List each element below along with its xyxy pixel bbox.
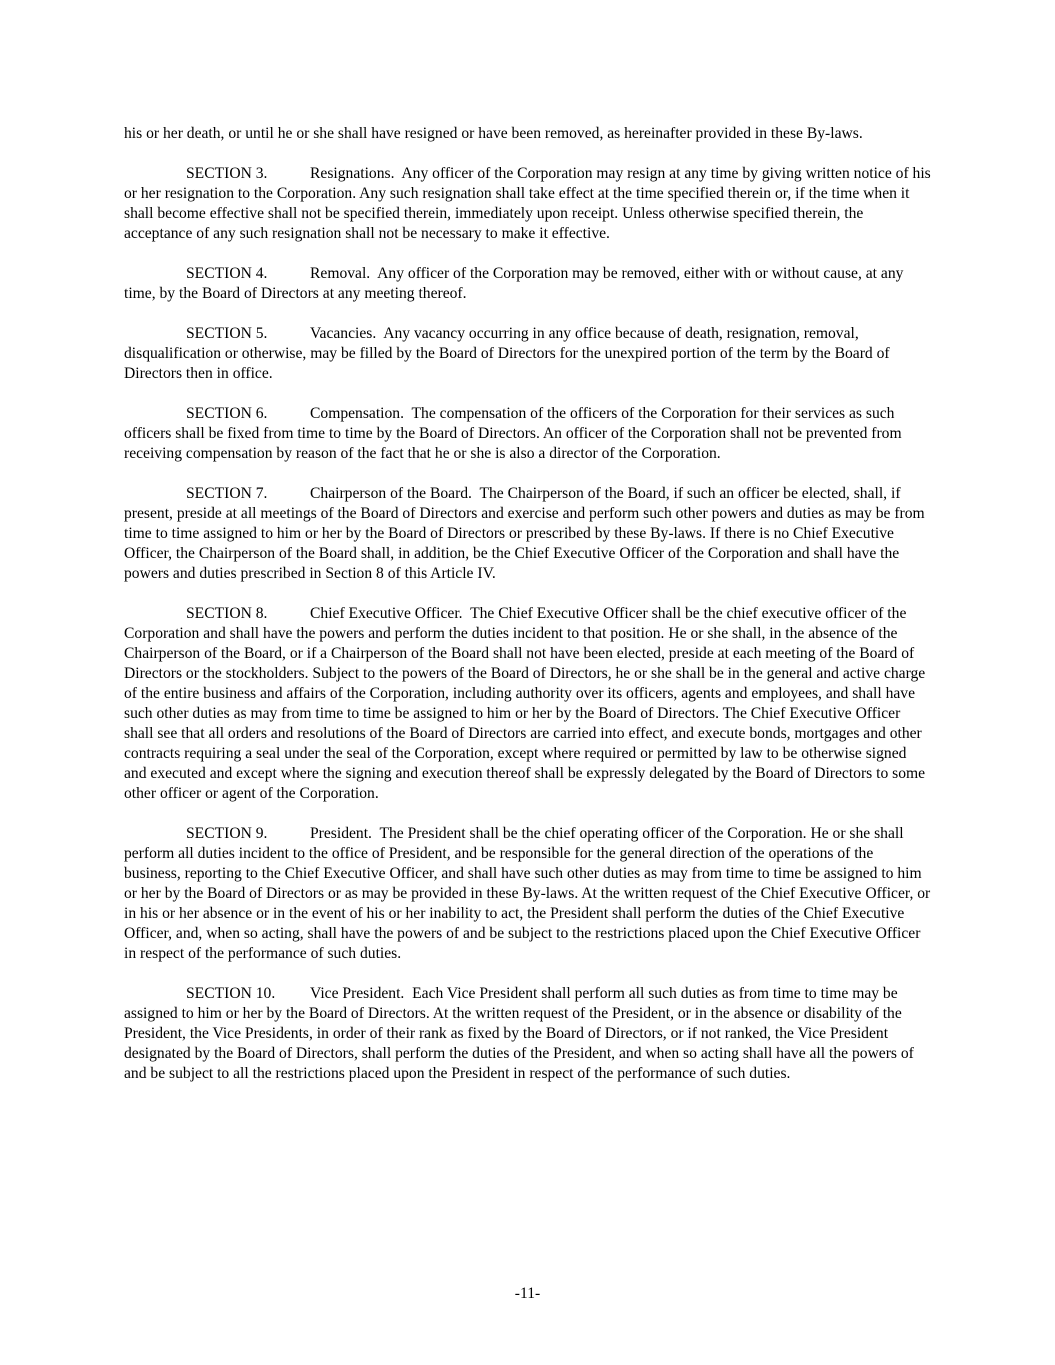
continuation-paragraph: his or her death, or until he or she shall have resigned or have been removed, as hereinafter provided in these By-laws.: [124, 125, 863, 142]
section-number: SECTION 3.: [186, 165, 268, 182]
section-heading: Removal.: [310, 265, 371, 282]
document-body: [124, 124, 932, 1104]
page-number: -11-: [514, 1285, 541, 1302]
section-text: The President shall be the chief operating officer of the Corporation. He or she shall perform all duties incident to the office of President, and be responsible for the general direction of the operations of the business, reporting to the Chief Executive Officer, and shall have such other duties as may from time to time be assigned to him or her by the Board of Directors or as may be provided in these By-laws. At the written request of the Chief Executive Officer, or in his or her absence or in the event of his or her inability to act, the President shall perform the duties of the Chief Executive Officer, and, when so acting, shall have the powers of and be subject to the restrictions placed upon the Chief Executive Officer in respect of the performance of such duties.: [124, 825, 931, 962]
section-4-paragraph: [124, 264, 932, 304]
section-number: SECTION 7.: [186, 485, 268, 502]
section-text: Any vacancy occurring in any office because of death, resignation, removal, disqualification or otherwise, may be filled by the Board of Directors for the unexpired portion of the term by the Board of Directors then in office.: [124, 325, 890, 382]
section-number: SECTION 5.: [186, 325, 268, 342]
section-number: SECTION 10.: [186, 985, 276, 1002]
section-text: Any officer of the Corporation may resign at any time by giving written notice of his or her resignation to the Corporation. Any such resignation shall take effect at the time specified therein or, if the time when it shall become effective shall not be specified therein, immediately upon receipt. Unless otherwise specified therein, the acceptance of any such resignation shall not be necessary to make it effective.: [124, 165, 931, 242]
section-10-paragraph: [124, 984, 932, 1084]
section-number: SECTION 6.: [186, 405, 268, 422]
section-text: Each Vice President shall perform all such duties as from time to time may be assigned to him or her by the Board of Directors. At the written request of the President, or in the absence or disability of the President, the Vice Presidents, in order of their rank as fixed by the Board of Directors, or if not ranked, the Vice President designated by the Board of Directors, shall perform the duties of the President, and when so acting shall have all the powers of and be subject to all the restrictions placed upon the President in respect of the performance of such duties.: [124, 985, 914, 1082]
section-heading: Chairperson of the Board.: [310, 485, 472, 502]
section-heading: Chief Executive Officer.: [310, 605, 463, 622]
section-number: SECTION 9.: [186, 825, 268, 842]
section-8-paragraph: [124, 604, 932, 804]
section-heading: Vice President.: [310, 985, 405, 1002]
section-text: The compensation of the officers of the Corporation for their services as such officers shall be fixed from time to time by the Board of Directors. An officer of the Corporation shall not be prevented from receiving compensation by reason of the fact that he or she is also a director of the Corporation.: [124, 405, 902, 462]
section-6-paragraph: [124, 404, 932, 464]
section-3-paragraph: [124, 164, 932, 244]
section-text: The Chairperson of the Board, if such an officer be elected, shall, if present, preside at all meetings of the Board of Directors and exercise and perform such other powers and duties as may be from time to time assigned to him or her by the Board of Directors or prescribed by these By-laws. If there is no Chief Executive Officer, the Chairperson of the Board shall, in addition, be the Chief Executive Officer of the Corporation and shall have the powers and duties prescribed in Section 8 of this Article IV.: [124, 485, 925, 582]
section-heading: Resignations.: [310, 165, 395, 182]
section-number: SECTION 4.: [186, 265, 268, 282]
section-5-paragraph: [124, 324, 932, 384]
section-heading: Compensation.: [310, 405, 404, 422]
section-text: The Chief Executive Officer shall be the chief executive officer of the Corporation and shall have the powers and perform the duties incident to that position. He or she shall, in the absence of the Chairperson of the Board, or if a Chairperson of the Board shall not have been elected, preside at each meeting of the Board of Directors or the stockholders. Subject to the powers of the Board of Directors, he or she shall be in the general and active charge of the entire business and affairs of the Corporation, including authority over its officers, agents and employees, and shall have such other duties as may from time to time be assigned to him or her by the Board of Directors. The Chief Executive Officer shall see that all orders and resolutions of the Board of Directors are carried into effect, and execute bonds, mortgages and other contracts requiring a seal under the seal of the Corporation, except where required or permitted by law to be otherwise signed and executed and except where the signing and execution thereof shall be expressly delegated by the Board of Directors to some other officer or agent of the Corporation.: [124, 605, 926, 802]
section-7-paragraph: [124, 484, 932, 584]
section-heading: President.: [310, 825, 372, 842]
section-9-paragraph: [124, 824, 932, 964]
section-heading: Vacancies.: [310, 325, 377, 342]
section-text: Any officer of the Corporation may be removed, either with or without cause, at any time, by the Board of Directors at any meeting thereof.: [124, 265, 904, 302]
section-number: SECTION 8.: [186, 605, 268, 622]
